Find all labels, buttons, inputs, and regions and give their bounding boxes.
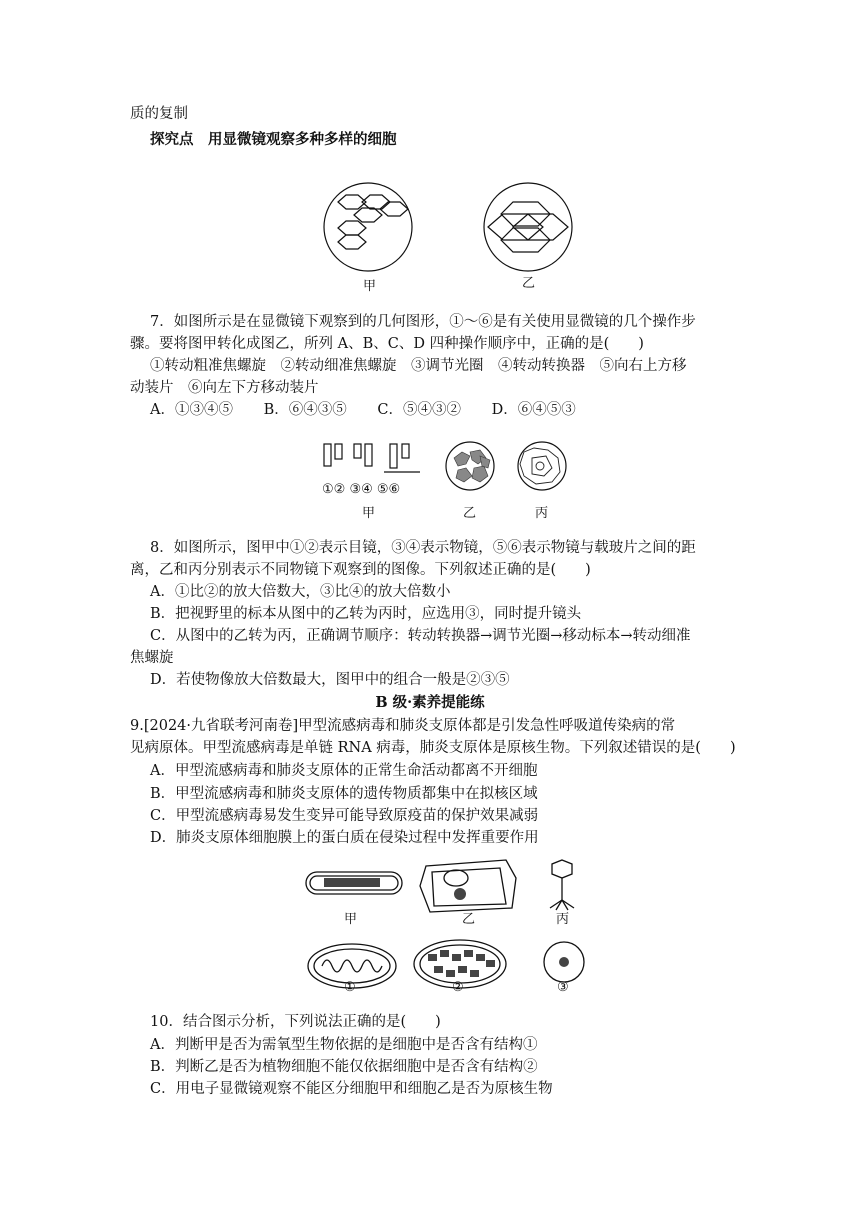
fig2-lens-numbers: ①② ③④ ⑤⑥ [322, 482, 401, 497]
q8-option-c-line1[interactable]: C．从图中的乙转为丙，正确调节顺序：转动转换器→调节光圈→移动标本→转动细准 [150, 628, 691, 644]
q10-stem: 10．结合图示分析，下列说法正确的是( ) [150, 1014, 441, 1030]
q7-steps-line2: 动装片 ⑥向左下方移动装片 [130, 380, 319, 396]
q7-option-a[interactable]: A．①③④⑤ [150, 402, 233, 418]
q8-stem-line1: 8．如图所示，图甲中①②表示目镜，③④表示物镜，⑤⑥表示物镜与载玻片之间的距 [150, 540, 696, 556]
q9-stem-line2: 见病原体。甲型流感病毒是单链 RNA 病毒，肺炎支原体是原核生物。下列叙述错误的是( ) [130, 740, 736, 756]
virus-bing [552, 860, 572, 878]
q10-option-b[interactable]: B．判断乙是否为植物细胞不能仅依据细胞中是否含有结构② [150, 1059, 538, 1075]
q9-option-a[interactable]: A．甲型流感病毒和肺炎支原体的正常生命活动都离不开细胞 [150, 763, 538, 779]
top-text: 质的复制 [130, 106, 188, 122]
fig3-label-jia: 甲 [344, 912, 358, 927]
q7-option-d[interactable]: D．⑥④⑤③ [491, 402, 576, 418]
level-b-title: B 级·素养提能练 [375, 694, 485, 711]
q7-steps-line1: ①转动粗准焦螺旋 ②转动细准焦螺旋 ③调节光圈 ④转动转换器 ⑤向右上方移 [150, 358, 687, 374]
q7-stem-line2: 骤。要将图甲转化成图乙，所列 A、B、C、D 四种操作顺序中，正确的是( ) [130, 336, 644, 352]
q7-options [150, 400, 602, 420]
q10-option-a[interactable]: A．判断甲是否为需氧型生物依据的是细胞中是否含有结构① [150, 1037, 538, 1053]
fig2-label-yi: 乙 [463, 506, 477, 521]
q9-stem-line1: 9.[2024·九省联考河南卷]甲型流感病毒和肺炎支原体都是引发急性呼吸道传染病的常 [130, 718, 676, 734]
fig1-label-jia: 甲 [363, 279, 377, 294]
fig3-label-bing: 丙 [556, 912, 570, 927]
q8-option-b[interactable]: B．把视野里的标本从图中的乙转为丙时，应选用③，同时提升镜头 [150, 606, 582, 622]
q7-option-b[interactable]: B．⑥④③⑤ [263, 402, 347, 418]
fig3-label-3: ③ [557, 980, 569, 995]
q8-option-d[interactable]: D．若使物像放大倍数最大，图甲中的组合一般是②③⑤ [150, 672, 510, 688]
q7-stem-line1: 7．如图所示是在显微镜下观察到的几何图形，①～⑥是有关使用显微镜的几个操作步 [150, 314, 696, 330]
q10-option-c[interactable]: C．用电子显微镜观察不能区分细胞甲和细胞乙是否为原核生物 [150, 1081, 553, 1097]
q8-option-c-line2: 焦螺旋 [130, 650, 174, 666]
section-title: 探究点 用显微镜观察多种多样的细胞 [150, 131, 397, 148]
q8-stem-line2: 离，乙和丙分别表示不同物镜下观察到的图像。下列叙述正确的是( ) [130, 562, 591, 578]
q9-option-b[interactable]: B．甲型流感病毒和肺炎支原体的遗传物质都集中在拟核区域 [150, 786, 538, 802]
q7-option-c[interactable]: C．⑤④③② [377, 402, 461, 418]
q8-option-a[interactable]: A．①比②的放大倍数大，③比④的放大倍数小 [150, 584, 451, 600]
microscope-field-figure [318, 182, 588, 292]
q9-option-c[interactable]: C．甲型流感病毒易发生变异可能导致原疫苗的保护效果减弱 [150, 808, 539, 824]
fig2-label-jia: 甲 [362, 506, 376, 521]
fig3-label-1: ① [344, 980, 356, 995]
fig3-label-2: ② [452, 980, 464, 995]
fig3-label-yi: 乙 [462, 912, 476, 927]
q9-option-d[interactable]: D．肺炎支原体细胞膜上的蛋白质在侵染过程中发挥重要作用 [150, 830, 539, 846]
field-yi [484, 183, 572, 271]
fig1-label-yi: 乙 [522, 276, 536, 291]
fig2-label-bing: 丙 [535, 506, 549, 521]
